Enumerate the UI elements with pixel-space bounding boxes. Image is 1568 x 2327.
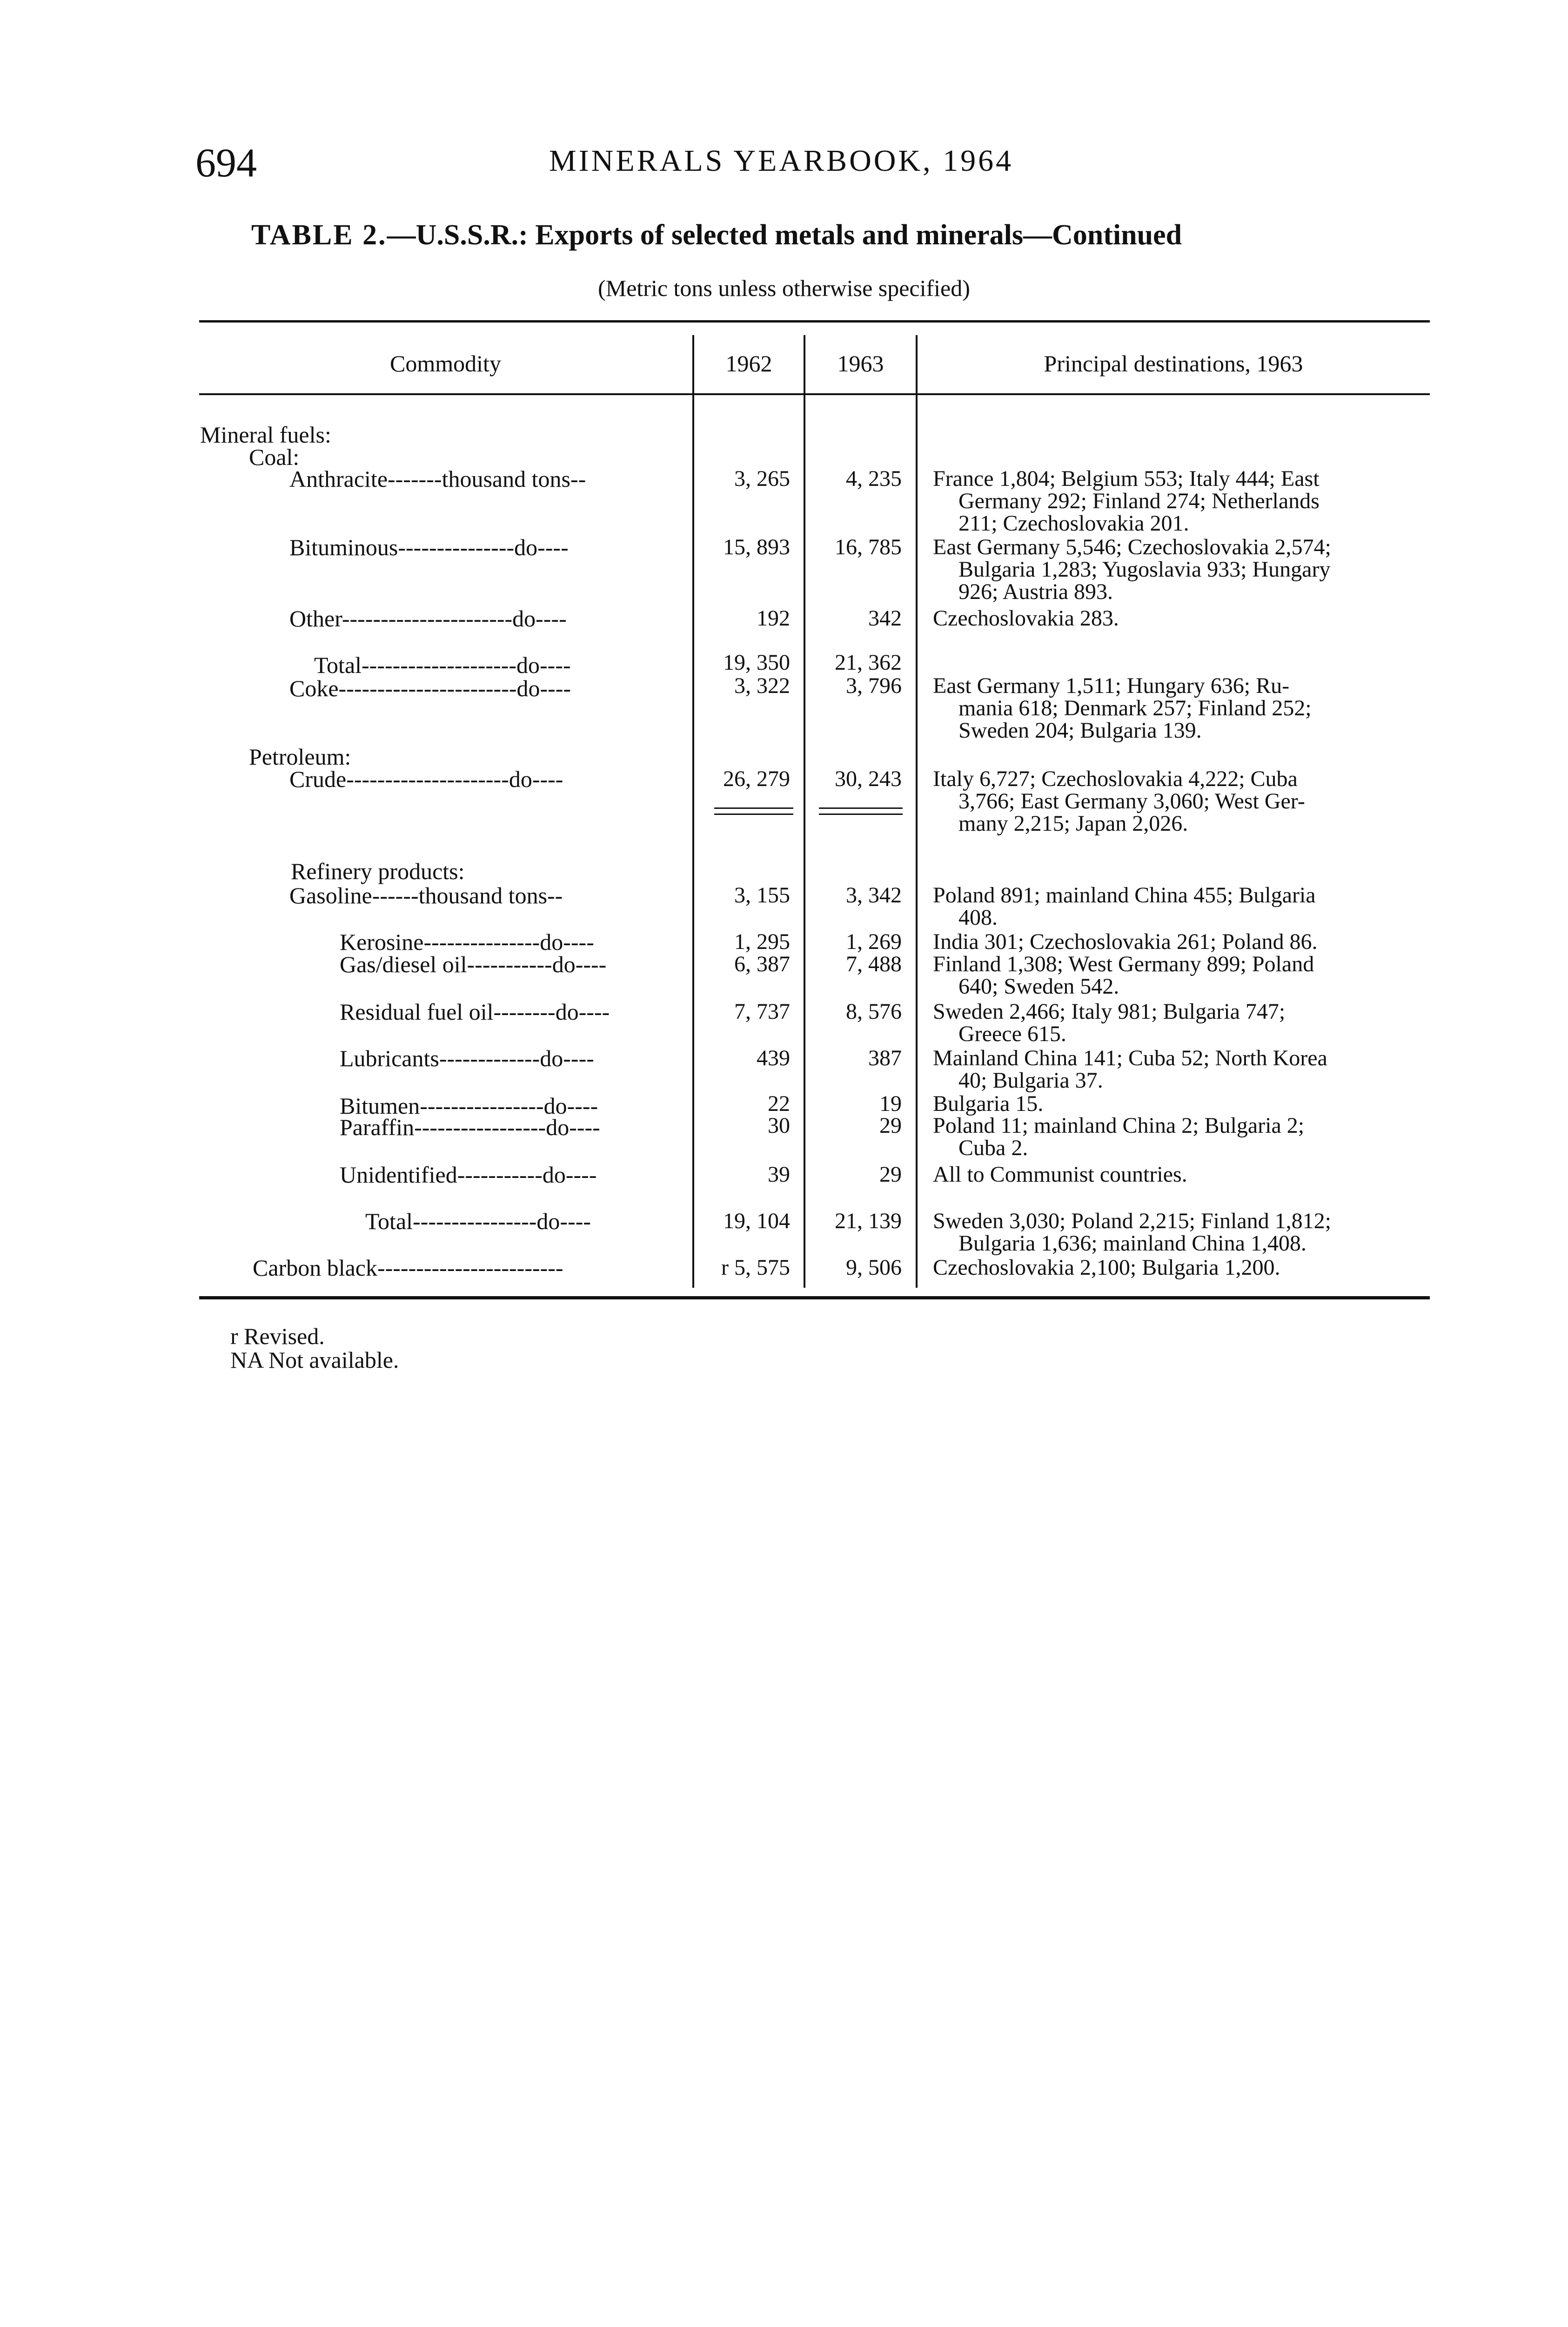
row-label-gasoline: Gasoline------thousand tons-- <box>289 882 563 908</box>
row-label-kerosine: Kerosine---------------do---- <box>340 929 594 955</box>
value-1963: 1, 269 <box>846 929 902 954</box>
value-1962: 19, 350 <box>723 650 790 675</box>
destination-line: East Germany 5,546; Czechoslovakia 2,574; <box>933 535 1331 559</box>
value-1963: 30, 243 <box>835 767 902 791</box>
crude-double-rule <box>714 807 793 809</box>
group-coal: Coal: <box>249 444 300 470</box>
value-1962: 3, 155 <box>734 883 790 908</box>
destination-line: mania 618; Denmark 257; Finland 252; <box>958 696 1312 720</box>
group-mineral-fuels: Mineral fuels: <box>200 422 331 448</box>
column-divider <box>916 335 918 1288</box>
group-refinery-products: Refinery products: <box>291 858 465 884</box>
destinations-residual <box>933 1001 1431 1045</box>
value-1962: 439 <box>757 1046 790 1070</box>
value-1962: 39 <box>768 1162 790 1187</box>
destination-line: 408. <box>958 905 998 930</box>
destination-line: Bulgaria 1,283; Yugoslavia 933; Hungary <box>958 557 1331 582</box>
column-divider <box>692 335 694 1288</box>
group-petroleum: Petroleum: <box>249 744 351 770</box>
row-label-refinery-total: Total----------------do---- <box>365 1208 591 1234</box>
value-1962: 3, 322 <box>734 673 790 698</box>
row-label-coal-total: Total--------------------do---- <box>314 652 571 678</box>
value-1963: 21, 362 <box>835 650 902 675</box>
destination-line: Mainland China 141; Cuba 52; North Korea <box>933 1046 1327 1070</box>
destination-line: Poland 11; mainland China 2; Bulgaria 2; <box>933 1113 1305 1138</box>
destination-line: Germany 292; Finland 274; Netherlands <box>958 489 1320 513</box>
row-label-lubricants: Lubricants-------------do---- <box>340 1045 594 1071</box>
table-subtitle: (Metric tons unless otherwise specified) <box>598 275 970 301</box>
destination-line: All to Communist countries. <box>933 1162 1187 1187</box>
row-label-other: Other----------------------do---- <box>289 605 567 632</box>
destination-line: 640; Sweden 542. <box>958 974 1119 999</box>
table-top-rule <box>199 320 1430 323</box>
value-1962: 26, 279 <box>723 767 790 791</box>
destination-line: Cuba 2. <box>958 1136 1028 1160</box>
header-bottom-rule <box>199 393 1430 395</box>
header-commodity: Commodity <box>390 350 501 377</box>
destination-line: Bulgaria 1,636; mainland China 1,408. <box>958 1231 1307 1256</box>
value-1963: 3, 796 <box>846 673 902 698</box>
destinations-lubricants <box>933 1047 1431 1092</box>
footnote-not-available: NA Not available. <box>230 1347 399 1373</box>
destination-line: 40; Bulgaria 37. <box>958 1068 1103 1093</box>
row-label-residual: Residual fuel oil--------do---- <box>340 999 610 1025</box>
value-1963: 21, 139 <box>835 1209 902 1233</box>
destinations-bituminous <box>933 536 1431 603</box>
value-1963: 387 <box>868 1046 902 1070</box>
destination-line: East Germany 1,511; Hungary 636; Ru- <box>933 673 1290 698</box>
header-1963: 1963 <box>837 350 884 377</box>
value-1963: 4, 235 <box>846 466 902 491</box>
value-1962: r 5, 575 <box>721 1255 790 1280</box>
value-1963: 19 <box>879 1091 902 1116</box>
row-label-unidentified: Unidentified-----------do---- <box>340 1162 597 1188</box>
destinations-refinery-total <box>933 1210 1431 1255</box>
destinations-gasoline <box>933 884 1431 929</box>
destinations-coke <box>933 675 1431 742</box>
table-title-rest: —U.S.S.R.: Exports of selected metals and minerals—Continued <box>387 219 1182 251</box>
row-label-crude: Crude---------------------do---- <box>289 766 563 792</box>
destinations-paraffin <box>933 1115 1431 1159</box>
value-1962: 15, 893 <box>723 535 790 559</box>
value-1963: 7, 488 <box>846 952 902 976</box>
destination-line: Finland 1,308; West Germany 899; Poland <box>933 952 1314 976</box>
row-label-coke: Coke-----------------------do---- <box>289 675 571 701</box>
crude-double-rule <box>714 814 793 815</box>
row-label-anthracite: Anthracite-------thousand tons-- <box>289 466 586 492</box>
destination-line: Bulgaria 15. <box>933 1091 1044 1116</box>
value-1963: 9, 506 <box>846 1255 902 1280</box>
destination-line: Sweden 204; Bulgaria 139. <box>958 718 1202 743</box>
value-1963: 29 <box>879 1162 902 1187</box>
value-1962: 192 <box>757 606 790 631</box>
destination-line: Czechoslovakia 2,100; Bulgaria 1,200. <box>933 1255 1280 1280</box>
value-1962: 19, 104 <box>723 1209 790 1233</box>
destinations-carbon-black <box>933 1257 1431 1279</box>
crude-double-rule <box>819 814 903 815</box>
destinations-kerosine <box>933 931 1431 953</box>
row-label-bitumen: Bitumen----------------do---- <box>340 1093 598 1119</box>
footnote-revised: r Revised. <box>230 1323 325 1349</box>
value-1963: 3, 342 <box>846 883 902 908</box>
destination-line: Sweden 3,030; Poland 2,215; Finland 1,812; <box>933 1209 1331 1233</box>
crude-double-rule <box>819 807 903 809</box>
value-1962: 30 <box>768 1113 790 1138</box>
running-head: MINERALS YEARBOOK, 1964 <box>549 144 1014 178</box>
destination-line: Czechoslovakia 283. <box>933 606 1119 631</box>
row-label-gas-diesel: Gas/diesel oil-----------do---- <box>340 951 607 977</box>
row-label-carbon-black: Carbon black------------------------ <box>253 1255 563 1281</box>
value-1962: 6, 387 <box>734 952 790 976</box>
header-1962: 1962 <box>725 350 772 377</box>
header-destinations: Principal destinations, 1963 <box>1044 350 1303 377</box>
page-number: 694 <box>195 141 257 186</box>
value-1963: 8, 576 <box>846 999 902 1024</box>
destination-line: 926; Austria 893. <box>958 579 1113 604</box>
table-title <box>251 219 1182 252</box>
value-1962: 7, 737 <box>734 999 790 1024</box>
destination-line: 3,766; East Germany 3,060; West Ger- <box>958 789 1305 814</box>
destinations-bitumen <box>933 1093 1431 1115</box>
value-1962: 1, 295 <box>734 929 790 954</box>
destination-line: 211; Czechoslovakia 201. <box>958 511 1189 536</box>
destinations-unidentified <box>933 1164 1431 1186</box>
destination-line: Italy 6,727; Czechoslovakia 4,222; Cuba <box>933 767 1298 791</box>
value-1962: 22 <box>768 1091 790 1116</box>
destination-line: France 1,804; Belgium 553; Italy 444; East <box>933 466 1320 491</box>
destination-line: India 301; Czechoslovakia 261; Poland 86. <box>933 929 1318 954</box>
value-1963: 342 <box>868 606 902 631</box>
destination-line: Poland 891; mainland China 455; Bulgaria <box>933 883 1316 908</box>
column-divider <box>804 335 805 1288</box>
value-1963: 29 <box>879 1113 902 1138</box>
table-bottom-rule <box>199 1296 1430 1299</box>
destinations-gas-diesel <box>933 953 1431 998</box>
row-label-paraffin: Paraffin-----------------do---- <box>340 1114 600 1140</box>
destinations-other <box>933 607 1431 630</box>
row-label-bituminous: Bituminous---------------do---- <box>289 534 569 560</box>
destination-line: Greece 615. <box>958 1022 1066 1046</box>
destinations-crude <box>933 768 1431 835</box>
destination-line: many 2,215; Japan 2,026. <box>958 811 1188 836</box>
table-title-prefix: TABLE 2. <box>251 219 387 251</box>
value-1963: 16, 785 <box>835 535 902 559</box>
destinations-anthracite <box>933 468 1431 535</box>
value-1962: 3, 265 <box>734 466 790 491</box>
destination-line: Sweden 2,466; Italy 981; Bulgaria 747; <box>933 999 1286 1024</box>
